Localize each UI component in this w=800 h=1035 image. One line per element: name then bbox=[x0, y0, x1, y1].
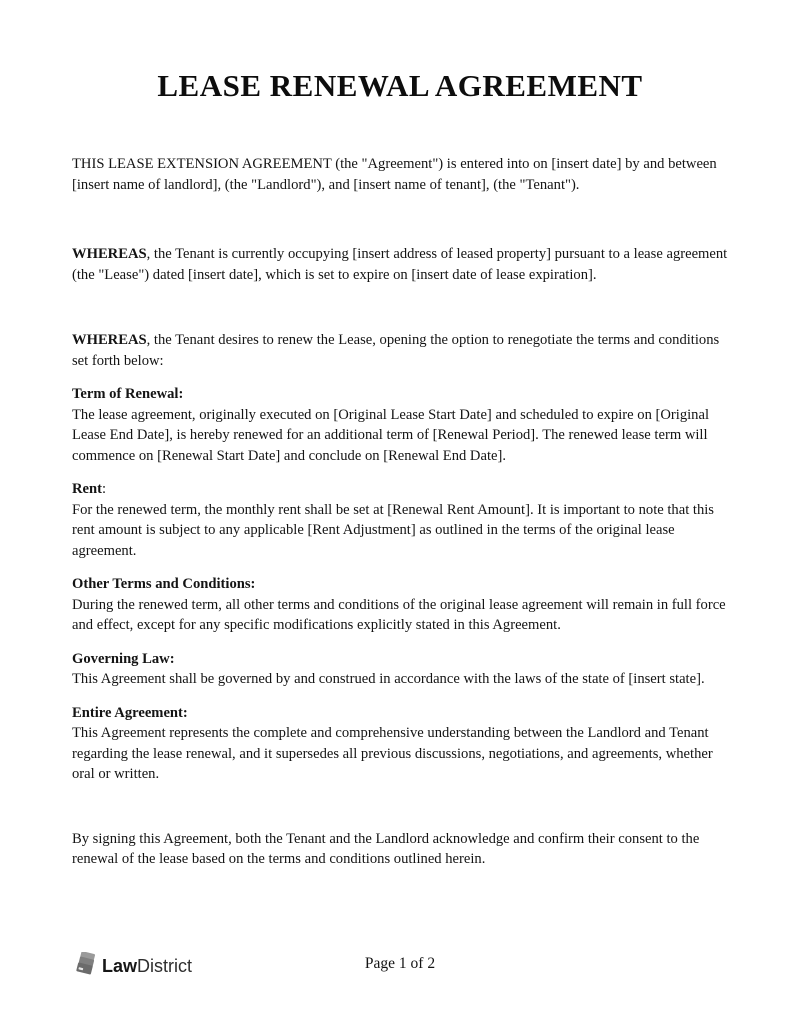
section-body: This Agreement represents the complete and comprehensive understanding between the Landlord and Tenant regarding the lease renewal, and it supersedes all previous discussions, negotiations, and agreements, whether oral or written. bbox=[72, 725, 713, 782]
section-body: The lease agreement, originally executed on [Original Lease Start Date] and scheduled to expire on [Original Lease End Date], is hereby renewed for an additional term of [Renewal Period]. The renewed lease term will commence on [Renewal Start Date] and conclude on [Renewal End Date]. bbox=[72, 406, 710, 464]
whereas-text-2: , the Tenant desires to renew the Lease, opening the option to renegotiate the terms and conditions set forth below: bbox=[72, 332, 720, 369]
section-body: This Agreement shall be governed by and construed in accordance with the laws of the state of [insert state]. bbox=[72, 671, 705, 687]
section-entire-agreement bbox=[72, 703, 728, 785]
section-body: For the renewed term, the monthly rent shall be set at [Renewal Rent Amount]. It is important to note that this rent amount is subject to any applicable [Rent Adjustment] as outlined in the terms of the original lease agreement. bbox=[72, 501, 714, 559]
section-term-of-renewal bbox=[72, 384, 728, 466]
section-heading-text: Term of Renewal: bbox=[72, 386, 184, 402]
section-heading-text: Governing Law: bbox=[72, 650, 175, 667]
section-body: During the renewed term, all other terms and conditions of the original lease agreement will remain in full force and effect, except for any specific modifications explicitly stated in this Agreement. bbox=[72, 596, 726, 633]
logo-text-district: District bbox=[137, 956, 193, 976]
section-heading-text: Entire Agreement: bbox=[72, 704, 188, 721]
document-title: LEASE RENEWAL AGREEMENT bbox=[157, 68, 643, 103]
page-indicator: Page 1 of 2 bbox=[364, 955, 436, 972]
whereas-text-1: , the Tenant is currently occupying [insert address of leased property] pursuant to a lease agreement (the "Lease") dated [insert date], which is set to expire on [insert date of lease expiration]. bbox=[72, 246, 728, 283]
section-heading bbox=[72, 384, 728, 405]
section-heading bbox=[72, 649, 728, 670]
section-heading bbox=[72, 703, 728, 724]
whereas-label-2: WHEREAS bbox=[72, 332, 147, 348]
section-other-terms bbox=[72, 574, 728, 636]
section-heading-text: Rent bbox=[72, 481, 102, 497]
whereas-clause-2 bbox=[72, 330, 728, 371]
section-rent bbox=[72, 479, 728, 561]
section-heading-suffix: : bbox=[102, 481, 107, 497]
logo-text-law: Law bbox=[102, 956, 138, 976]
page-footer bbox=[0, 950, 800, 984]
section-governing-law bbox=[72, 649, 728, 690]
whereas-clause-1 bbox=[72, 244, 728, 285]
section-heading bbox=[72, 479, 728, 500]
whereas-label-1: WHEREAS bbox=[72, 246, 147, 262]
section-heading-text: Other Terms and Conditions: bbox=[72, 576, 256, 592]
closing-paragraph: By signing this Agreement, both the Tenant and the Landlord acknowledge and confirm their consent to the renewal of the lease based on the terms and conditions outlined herein. bbox=[72, 830, 700, 867]
section-heading bbox=[72, 574, 728, 595]
intro-paragraph: THIS LEASE EXTENSION AGREEMENT (the "Agreement") is entered into on [insert date] by and between [insert name of landlord], (the "Landlord"), and [insert name of tenant], (the "Tenant"). bbox=[72, 156, 717, 193]
